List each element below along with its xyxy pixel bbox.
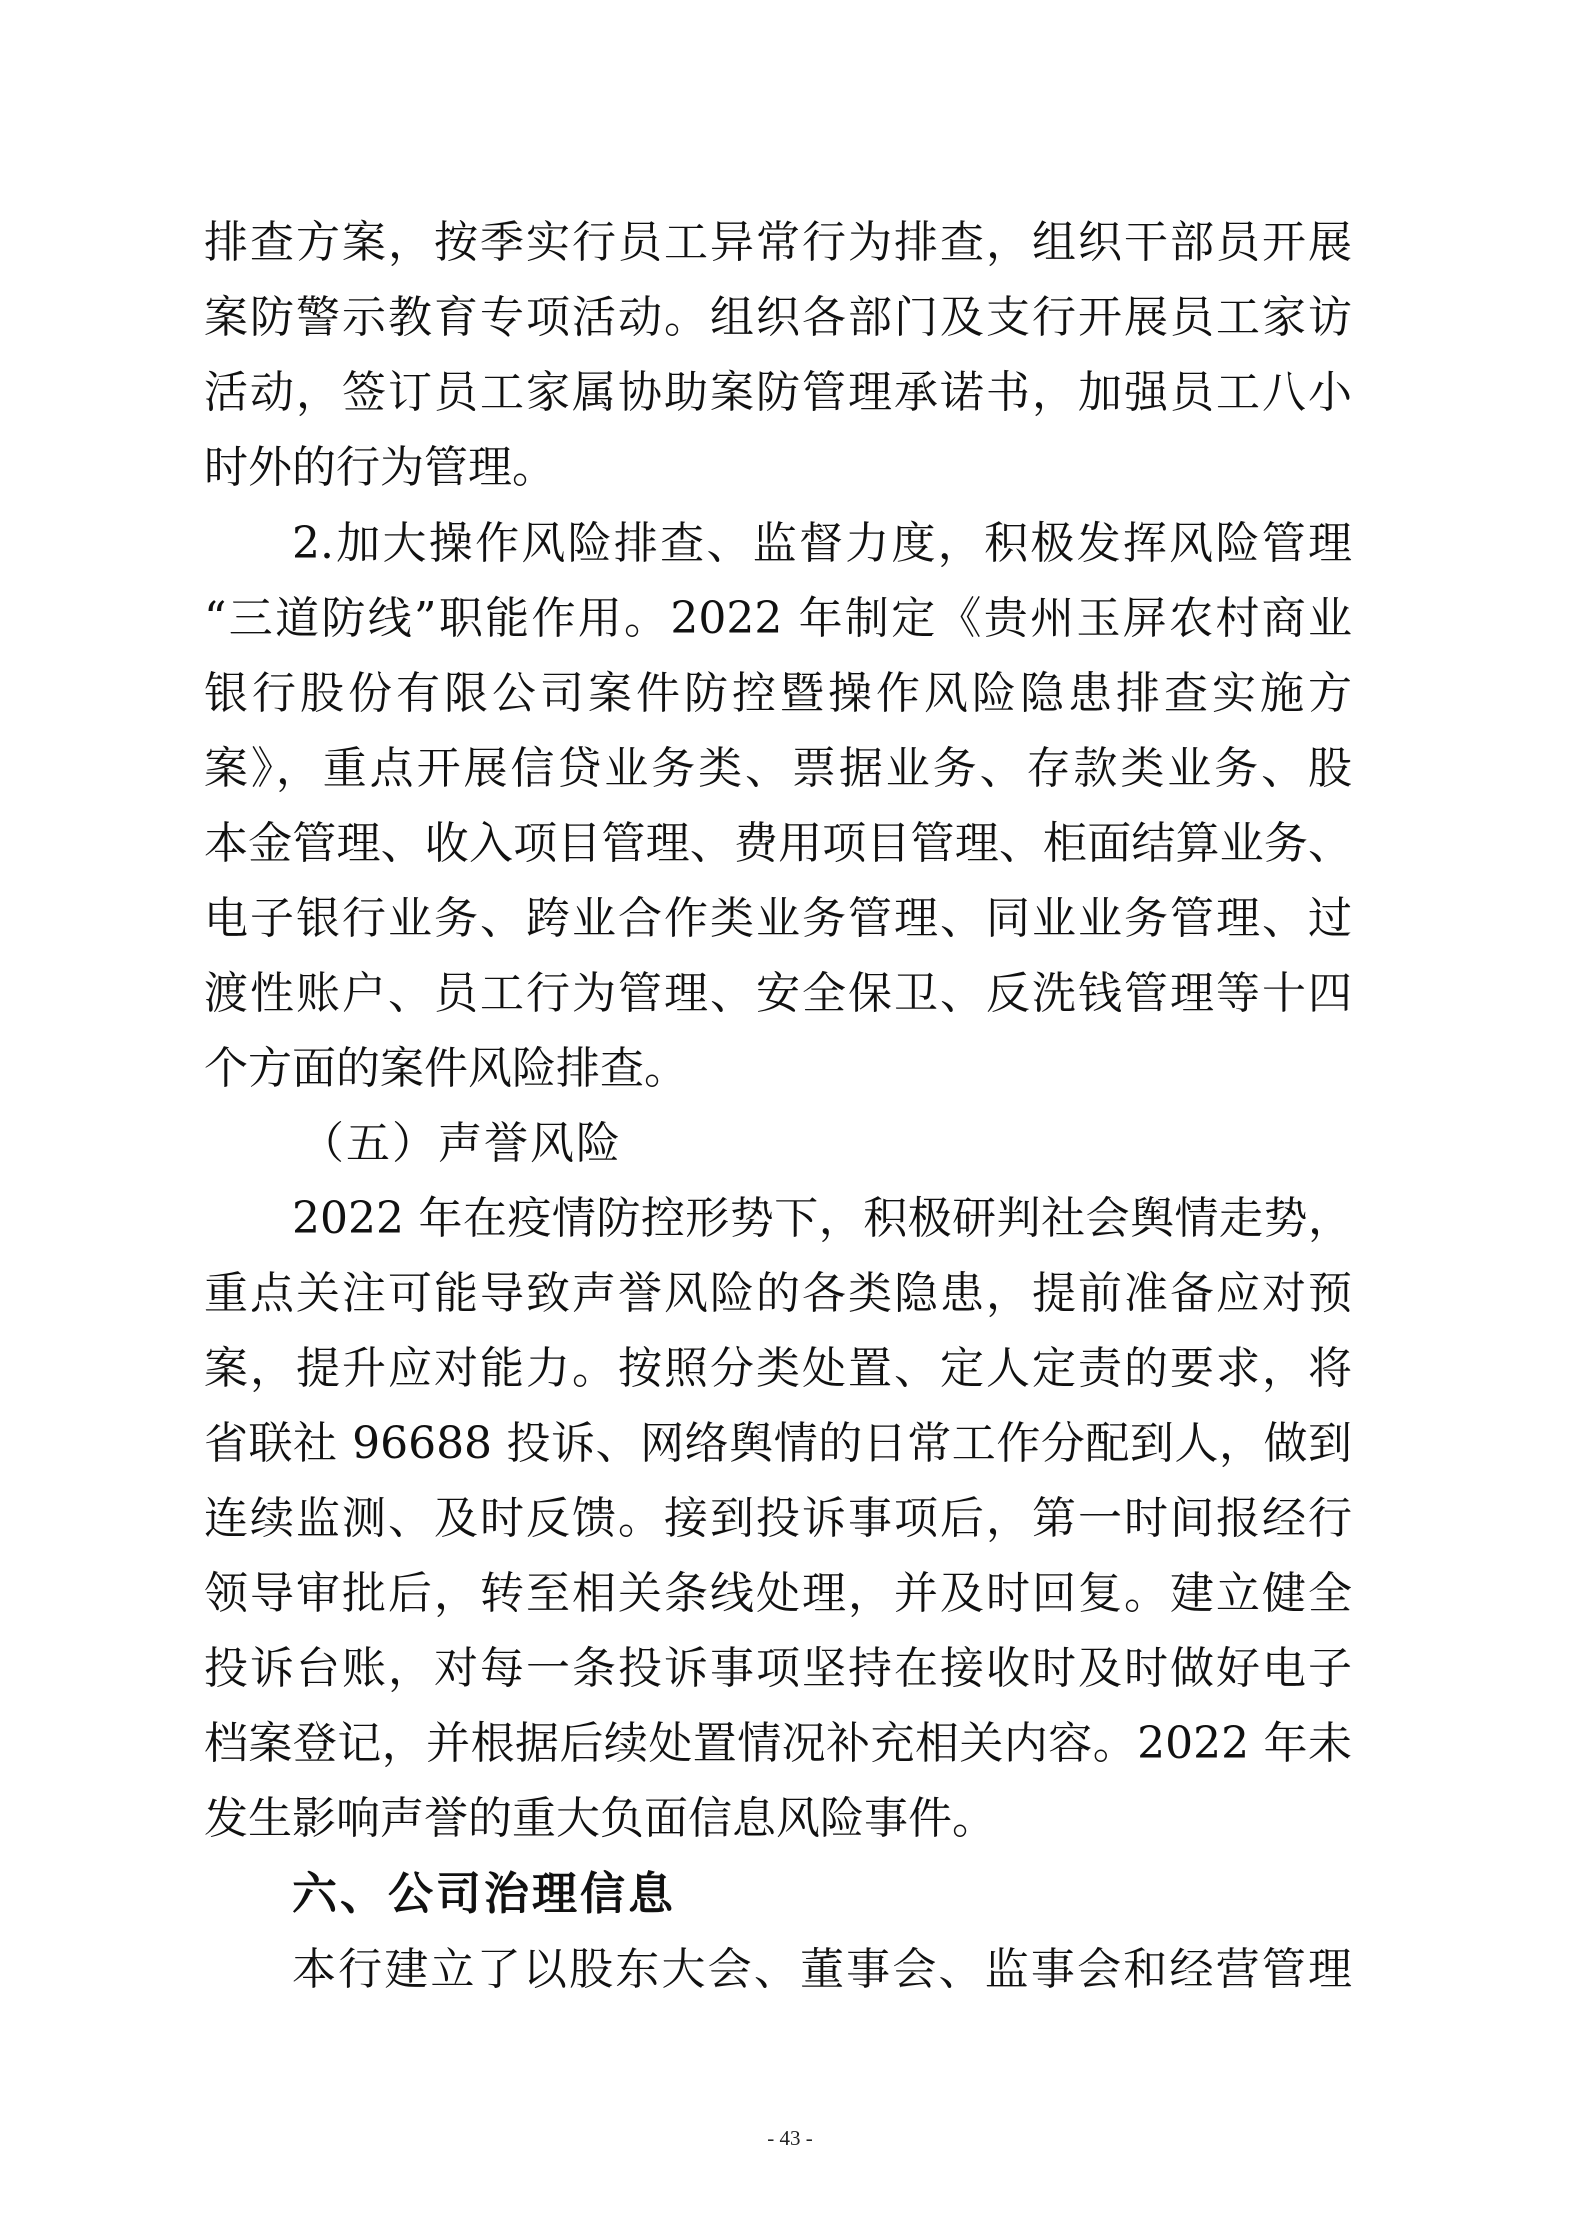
body-line-10: 电子银行业务、跨业合作类业务管理、同业业务管理、过 (204, 893, 1352, 944)
body-line-11: 渡性账户、员工行为管理、安全保卫、反洗钱管理等十四 (204, 968, 1352, 1019)
body-line-6: “三道防线”职能作用。2022 年制定《贵州玉屏农村商业 (204, 593, 1352, 644)
body-line-18: 连续监测、及时反馈。接到投诉事项后，第一时间报经行 (204, 1493, 1352, 1544)
body-line-12: 个方面的案件风险排查。 (204, 1043, 688, 1094)
body-line-2: 案防警示教育专项活动。组织各部门及支行开展员工家访 (204, 292, 1352, 343)
body-line-22: 发生影响声誉的重大负面信息风险事件。 (204, 1793, 996, 1844)
body-line-5: 2.加大操作风险排查、监督力度，积极发挥风险管理 (292, 518, 1352, 569)
body-line-9: 本金管理、收入项目管理、费用项目管理、柜面结算业务、 (204, 818, 1352, 869)
body-line-7: 银行股份有限公司案件防控暨操作风险隐患排查实施方 (204, 668, 1352, 719)
page-number: - 43 - (767, 2126, 813, 2150)
body-line-8: 案》，重点开展信贷业务类、票据业务、存款类业务、股 (204, 743, 1352, 794)
body-line-19: 领导审批后，转至相关条线处理，并及时回复。建立健全 (204, 1568, 1352, 1619)
section-heading-reputation-risk: （五）声誉风险 (300, 1118, 622, 1169)
body-line-17: 省联社 96688 投诉、网络舆情的日常工作分配到人，做到 (204, 1418, 1352, 1469)
body-line-21: 档案登记，并根据后续处置情况补充相关内容。2022 年未 (204, 1718, 1352, 1769)
body-line-16: 案，提升应对能力。按照分类处置、定人定责的要求，将 (204, 1343, 1352, 1394)
body-line-15: 重点关注可能导致声誉风险的各类隐患，提前准备应对预 (204, 1268, 1352, 1319)
body-line-14: 2022 年在疫情防控形势下，积极研判社会舆情走势， (292, 1193, 1352, 1244)
body-line-3: 活动，签订员工家属协助案防管理承诺书，加强员工八小 (204, 367, 1352, 418)
section-heading-corporate-governance: 六、公司治理信息 (292, 1867, 677, 1920)
body-line-1: 排查方案，按季实行员工异常行为排查，组织干部员开展 (204, 217, 1352, 268)
body-line-24: 本行建立了以股东大会、董事会、监事会和经营管理 (292, 1944, 1352, 1995)
body-line-4: 时外的行为管理。 (204, 442, 556, 493)
body-line-20: 投诉台账，对每一条投诉事项坚持在接收时及时做好电子 (204, 1643, 1352, 1694)
